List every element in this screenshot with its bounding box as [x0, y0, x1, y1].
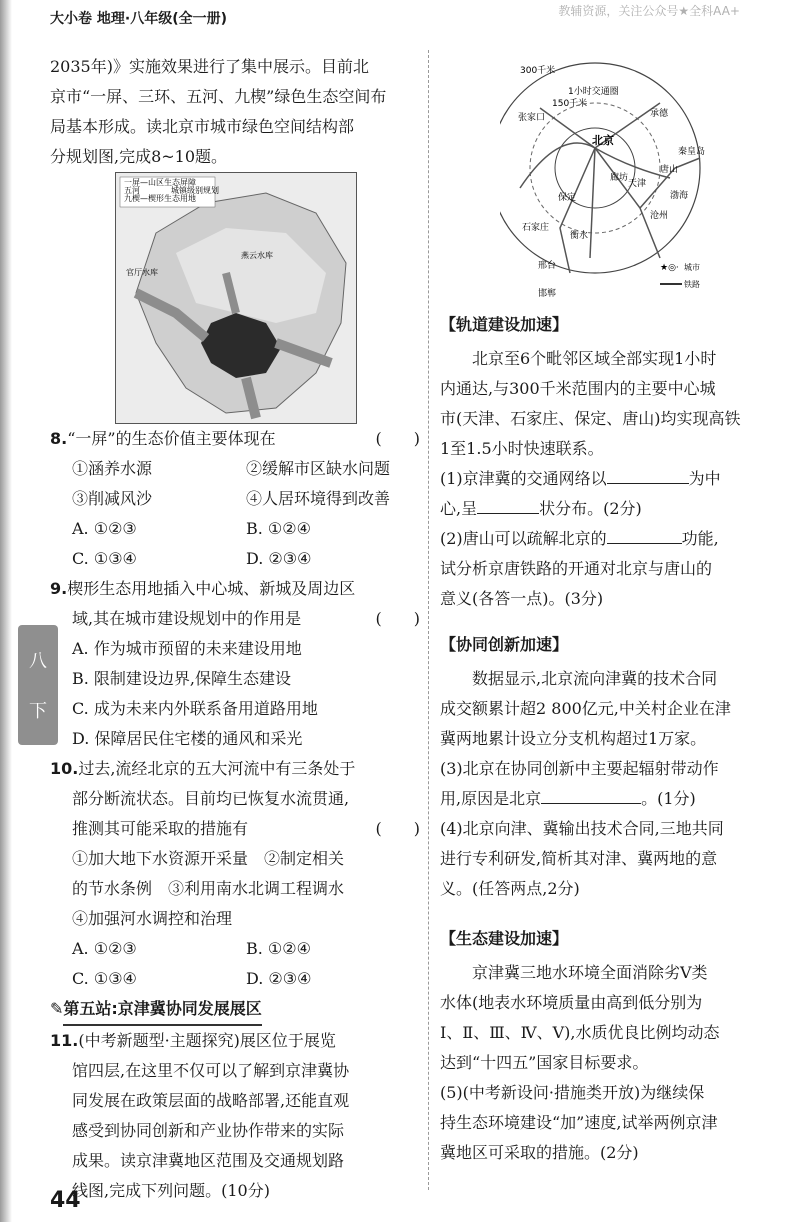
option: C. ①③④	[72, 549, 137, 568]
statement: ④加强河水调控和治理	[72, 909, 233, 928]
statement: 的节水条例 ③利用南水北调工程调水	[72, 879, 345, 898]
question-text: 。(1分)	[641, 789, 696, 808]
green-space-map-graphic	[116, 173, 356, 423]
right-column	[440, 310, 770, 1168]
statement-row	[50, 454, 420, 484]
question-number: 8.	[50, 429, 68, 448]
city-label: 沧州	[650, 211, 669, 221]
answer-blank[interactable]	[607, 465, 689, 484]
side-tab-bottom: 下	[29, 701, 47, 722]
city-label: 北京	[592, 134, 614, 147]
map-legend-item: 五河	[124, 186, 140, 195]
question-stem: 楔形生态用地插入中心城、新城及周边区	[67, 579, 356, 598]
answer-bracket: ( )	[375, 819, 420, 838]
option: D. ②③④	[246, 549, 312, 568]
intro-line: 2035年)》实施效果进行了集中展示。目前北	[50, 57, 369, 76]
transport-map-graphic	[500, 58, 735, 308]
city-label: 廊坊	[610, 173, 629, 183]
paragraph-line: 水体(地表水环境质量由高到低分别为	[440, 993, 703, 1012]
question-9	[50, 574, 420, 604]
column-divider	[428, 50, 429, 1190]
city-label: 邯郸	[538, 289, 557, 299]
statement: ①涵养水源	[72, 459, 153, 478]
side-tab-top: 八	[29, 651, 47, 672]
city-label: 天津	[628, 179, 647, 189]
option: B. ①②④	[246, 939, 311, 958]
question-stem-line: 成果。读京津冀地区范围及交通规划路	[72, 1151, 345, 1170]
paragraph-line: 市(天津、石家庄、保定、唐山)均实现高铁	[440, 409, 741, 428]
star-icon: ★◎·	[660, 263, 679, 273]
answer-blank[interactable]	[541, 785, 641, 804]
city-label: 渤海	[670, 191, 689, 201]
statement: ②缓解市区缺水问题	[246, 459, 391, 478]
legend-label: 铁路	[684, 280, 700, 289]
question-text: 为中	[688, 469, 721, 488]
statement: ④人居环境得到改善	[246, 489, 391, 508]
grade-side-tab	[18, 625, 58, 745]
option: C. 成为未来内外联系备用道路用地	[72, 699, 318, 718]
sub-question-1-cont	[440, 494, 770, 524]
city-label: 邢台	[538, 261, 557, 271]
option-row	[50, 934, 420, 964]
question-8	[50, 424, 420, 454]
station-heading	[50, 994, 420, 1026]
city-label: 保定	[558, 193, 577, 203]
answer-bracket: ( )	[375, 609, 420, 628]
question-text: 功能,	[681, 529, 719, 548]
option: D. 保障居民住宅楼的通风和采光	[72, 729, 303, 748]
question-number: 9.	[50, 579, 68, 598]
question-text: 持生态环境建设“加”速度,试举两例京津	[440, 1113, 718, 1132]
city-label: 衡水	[570, 231, 589, 241]
answer-blank[interactable]	[477, 495, 539, 514]
sub-question-3	[440, 784, 770, 814]
page-edge-shadow	[0, 0, 12, 1222]
paragraph-line: 冀两地累计设立分支机构超过1万家。	[440, 729, 707, 748]
question-stem-line: 线图,完成下列问题。(10分)	[72, 1181, 270, 1200]
question-stem-line: 同发展在政策层面的战略部署,还能直观	[72, 1091, 350, 1110]
map-label: 官厅水库	[126, 268, 158, 277]
intro-line: 局基本形成。读北京市城市绿色空间结构部	[50, 117, 355, 136]
question-text: 状分布。(2分)	[539, 499, 642, 518]
option-row	[50, 964, 420, 994]
question-11	[50, 1026, 420, 1056]
map-label: 燕云水库	[241, 251, 273, 260]
question-text: (5)(中考新设问·措施类开放)为继续保	[440, 1083, 705, 1102]
option: C. ①③④	[72, 969, 137, 988]
section-tag: 【生态建设加速】	[440, 929, 569, 948]
option: A. ①②③	[72, 519, 137, 538]
question-10	[50, 754, 420, 784]
option: B. ①②④	[246, 519, 311, 538]
question-stem: 推测其可能采取的措施有	[72, 819, 249, 838]
ring-label: 1小时交通圈	[568, 87, 619, 97]
page-number: 44	[50, 1188, 81, 1213]
question-stem: 过去,流经北京的五大河流中有三条处于	[78, 759, 356, 778]
question-stem-line: 部分断流状态。目前均已恢复水流贯通,	[72, 789, 350, 808]
question-text: 意义(各答一点)。(3分)	[440, 589, 604, 608]
question-text: 心,呈	[440, 499, 478, 518]
question-stem: 域,其在城市建设规划中的作用是	[72, 609, 302, 628]
question-stem-line: 馆四层,在这里不仅可以了解到京津冀协	[72, 1061, 350, 1080]
questions-8-11	[50, 424, 420, 1206]
ring-label: 300千米	[520, 66, 556, 76]
question-text: (1)京津冀的交通网络以	[440, 469, 607, 488]
statement: ③削减风沙	[72, 489, 153, 508]
question-text: 进行专利研发,简析其对津、冀两地的意	[440, 849, 718, 868]
question-number: 11.	[50, 1031, 79, 1050]
intro-line: 京市“一屏、三环、五河、九楔”绿色生态空间布	[50, 87, 387, 106]
left-column	[50, 52, 420, 172]
paragraph-line: 北京至6个毗邻区域全部实现1小时	[472, 349, 717, 368]
option: A. ①②③	[72, 939, 137, 958]
sub-question-1	[440, 464, 770, 494]
paragraph-line: 达到“十四五”国家目标要求。	[440, 1053, 649, 1072]
question-text: 试分析京唐铁路的开通对北京与唐山的	[440, 559, 713, 578]
question-text: (2)唐山可以疏解北京的	[440, 529, 607, 548]
question-text: 冀地区可采取的措施。(2分)	[440, 1143, 639, 1162]
ring-label: 150千米	[552, 99, 588, 109]
watermark: 教辅资源，关注公众号★全科AA+	[558, 4, 740, 18]
option: D. ②③④	[246, 969, 312, 988]
paragraph-line: 京津冀三地水环境全面消除劣Ⅴ类	[472, 963, 708, 982]
paragraph-line: 数据显示,北京流向津冀的技术合同	[472, 669, 718, 688]
city-label: 承德	[650, 109, 669, 119]
beijing-green-space-map	[115, 172, 357, 424]
paragraph-line: 内通达,与300千米范围内的主要中心城	[440, 379, 716, 398]
section-tag: 【轨道建设加速】	[440, 315, 569, 334]
station-title: 第五站:京津冀协同发展展区	[63, 994, 261, 1026]
question-number: 10.	[50, 759, 79, 778]
option: A. 作为城市预留的未来建设用地	[72, 639, 302, 658]
paragraph-line: 1至1.5小时快速联系。	[440, 439, 604, 458]
statement: ①加大地下水资源开采量 ②制定相关	[72, 849, 345, 868]
question-text: 义。(任答两点,2分)	[440, 879, 580, 898]
sub-question-2	[440, 524, 770, 554]
section-tag: 【协同创新加速】	[440, 635, 569, 654]
city-label: 唐山	[660, 165, 679, 175]
city-label: 秦皇岛	[678, 147, 706, 157]
answer-bracket: ( )	[375, 429, 420, 448]
question-stem: (中考新题型·主题探究)展区位于展览	[78, 1031, 336, 1050]
question-stem-line	[50, 814, 420, 844]
intro-line: 分规划图,完成8~10题。	[50, 147, 228, 166]
option-row	[50, 544, 420, 574]
book-title: 大小卷 地理·八年级(全一册)	[50, 11, 227, 27]
option: B. 限制建设边界,保障生态建设	[72, 669, 292, 688]
legend-label: 城市	[684, 263, 700, 272]
statement-row	[50, 484, 420, 514]
question-text: 用,原因是北京	[440, 789, 542, 808]
jingjinji-transport-map	[500, 58, 735, 308]
map-legend-item: 城镇级别规划	[171, 186, 219, 195]
question-text: (3)北京在协同创新中主要起辐射带动作	[440, 759, 719, 778]
question-stem-line: 感受到协同创新和产业协作带来的实际	[72, 1121, 345, 1140]
paragraph-line: Ⅰ、Ⅱ、Ⅲ、Ⅳ、Ⅴ),水质优良比例均动态	[440, 1023, 720, 1042]
pencil-icon: ✎	[50, 999, 64, 1018]
question-stem: “一屏”的生态价值主要体现在	[67, 429, 276, 448]
map-legend-item: 九楔—楔形生态用地	[124, 194, 196, 203]
question-text: (4)北京向津、冀输出技术合同,三地共同	[440, 819, 724, 838]
answer-blank[interactable]	[607, 525, 682, 544]
map-legend-item: 一屏—山区生态屏障	[124, 178, 196, 187]
question-stem-line	[50, 604, 420, 634]
option-row	[50, 514, 420, 544]
city-label: 石家庄	[522, 223, 550, 233]
paragraph-line: 成交额累计超2 800亿元,中关村企业在津	[440, 699, 731, 718]
city-label: 张家口	[518, 113, 546, 123]
